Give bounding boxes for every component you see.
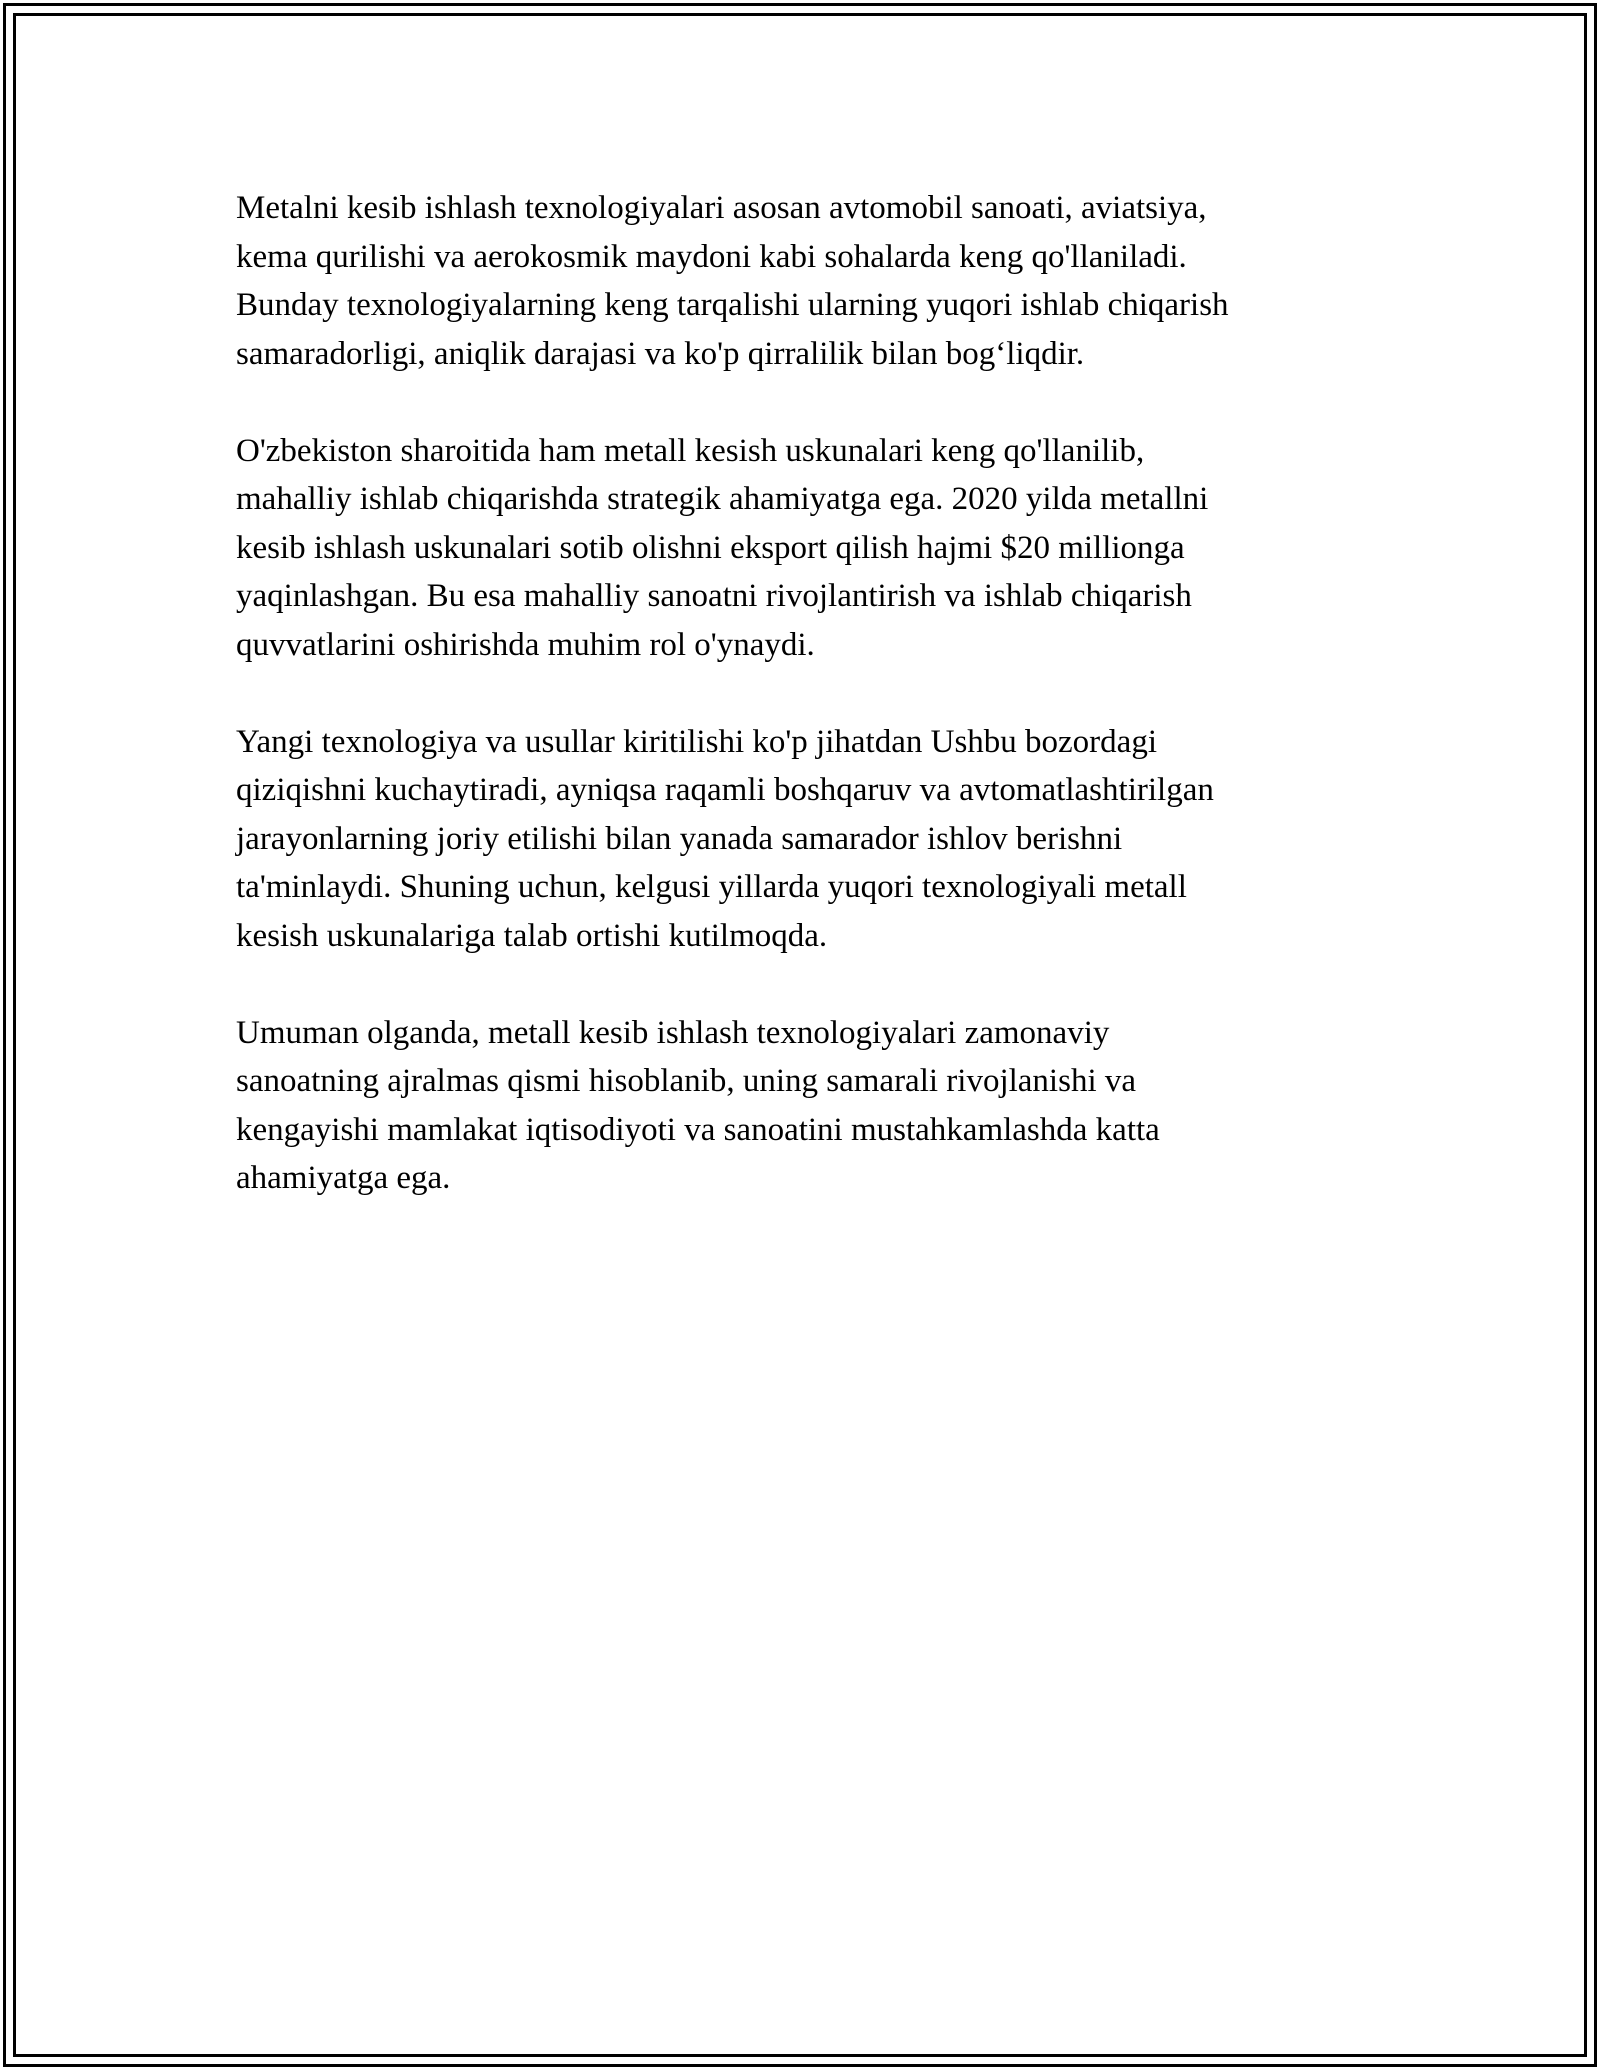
text-line: kesib ishlash uskunalari sotib olishni eksport qilish hajmi $20 millionga	[236, 529, 1185, 566]
paragraph-3	[236, 718, 1376, 961]
paragraph-4	[236, 1009, 1376, 1203]
text-line: ta'minlaydi. Shuning uchun, kelgusi yillarda yuqori texnologiyali metall	[236, 869, 1187, 905]
text-line: kesish uskunalariga talab ortishi kutilmoqda.	[236, 917, 828, 954]
paragraph-2	[236, 427, 1376, 670]
paragraph-1	[236, 184, 1376, 378]
text-line: Metalni kesib ishlash texnologiyalari asosan avtomobil sanoati, aviatsiya,	[236, 190, 1207, 226]
text-line: kema qurilishi va aerokosmik maydoni kabi sohalarda keng qo'llaniladi.	[236, 238, 1187, 275]
text-line: quvvatlarini oshirishda muhim rol o'ynaydi.	[236, 626, 815, 663]
text-line: mahalliy ishlab chiqarishda strategik ahamiyatga ega. 2020 yilda metallni	[236, 481, 1209, 517]
text-line: samaradorligi, aniqlik darajasi va ko'p qirralilik bilan bog‘liqdir.	[236, 335, 1085, 372]
document-body	[236, 184, 1376, 1251]
text-line: jarayonlarning joriy etilishi bilan yanada samarador ishlov berishni	[236, 820, 1123, 857]
text-line: Umuman olganda, metall kesib ishlash texnologiyalari zamonaviy	[236, 1014, 1110, 1051]
text-line: sanoatning ajralmas qismi hisoblanib, uning samarali rivojlanishi va	[236, 1063, 1137, 1099]
text-line: yaqinlashgan. Bu esa mahalliy sanoatni rivojlantirish va ishlab chiqarish	[236, 578, 1192, 614]
text-line: Bunday texnologiyalarning keng tarqalishi ularning yuqori ishlab chiqarish	[236, 287, 1229, 323]
text-line: kengayishi mamlakat iqtisodiyoti va sanoatini mustahkamlashda katta	[236, 1111, 1160, 1148]
text-line: qiziqishni kuchaytiradi, ayniqsa raqamli boshqaruv va avtomatlashtirilgan	[236, 772, 1214, 808]
text-line: Yangi texnologiya va usullar kiritilishi ko'p jihatdan Ushbu bozordagi	[236, 723, 1157, 760]
text-line: ahamiyatga ega.	[236, 1160, 451, 1196]
text-line: O'zbekiston sharoitida ham metall kesish uskunalari keng qo'llanilib,	[236, 432, 1145, 469]
